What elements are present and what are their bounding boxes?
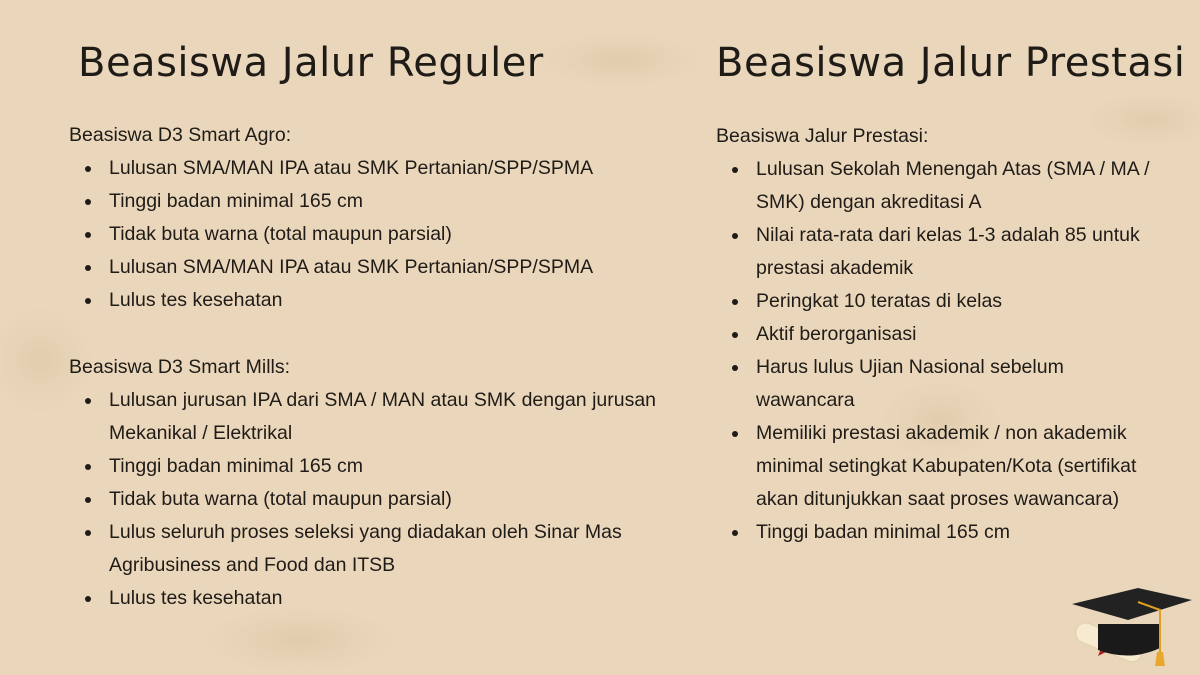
prestasi-list (716, 153, 1156, 549)
list-item: Harus lulus Ujian Nasional sebelum wawancara (756, 351, 1156, 417)
graduation-cap-icon (1068, 582, 1194, 670)
list-item: Lulus seluruh proses seleksi yang diadakan oleh Sinar Mas Agribusiness and Food dan ITSB (109, 516, 669, 582)
list-item: Lulusan Sekolah Menengah Atas (SMA / MA / SMK) dengan akreditasi A (756, 153, 1156, 219)
list-item: Lulus tes kesehatan (109, 582, 669, 615)
list-item: Tinggi badan minimal 165 cm (109, 450, 669, 483)
list-item: Lulusan SMA/MAN IPA atau SMK Pertanian/SPP/SPMA (109, 251, 689, 284)
prestasi-column (716, 120, 1156, 549)
section-heading-smart-agro: Beasiswa D3 Smart Agro: (69, 124, 292, 146)
list-item: Nilai rata-rata dari kelas 1-3 adalah 85 untuk prestasi akademik (756, 219, 1156, 285)
smart-mills-list (69, 384, 669, 615)
title-reguler: Beasiswa Jalur Reguler (78, 40, 544, 86)
list-item: Tidak buta warna (total maupun parsial) (109, 218, 689, 251)
list-item: Tinggi badan minimal 165 cm (756, 516, 1156, 549)
reguler-column (69, 119, 689, 615)
section-heading-prestasi: Beasiswa Jalur Prestasi: (716, 125, 929, 147)
list-item: Lulusan SMA/MAN IPA atau SMK Pertanian/SPP/SPMA (109, 152, 689, 185)
list-item: Memiliki prestasi akademik / non akademik minimal setingkat Kabupaten/Kota (sertifikat akan ditunjukkan saat proses wawancara) (756, 417, 1156, 516)
list-item: Lulusan jurusan IPA dari SMA / MAN atau SMK dengan jurusan Mekanikal / Elektrikal (109, 384, 669, 450)
list-item: Tinggi badan minimal 165 cm (109, 185, 689, 218)
list-item: Aktif berorganisasi (756, 318, 1156, 351)
list-item: Tidak buta warna (total maupun parsial) (109, 483, 669, 516)
list-item: Lulus tes kesehatan (109, 284, 689, 317)
smart-agro-list (69, 152, 689, 317)
section-heading-smart-mills: Beasiswa D3 Smart Mills: (69, 356, 291, 378)
title-prestasi: Beasiswa Jalur Prestasi (716, 40, 1186, 86)
list-item: Peringkat 10 teratas di kelas (756, 285, 1156, 318)
